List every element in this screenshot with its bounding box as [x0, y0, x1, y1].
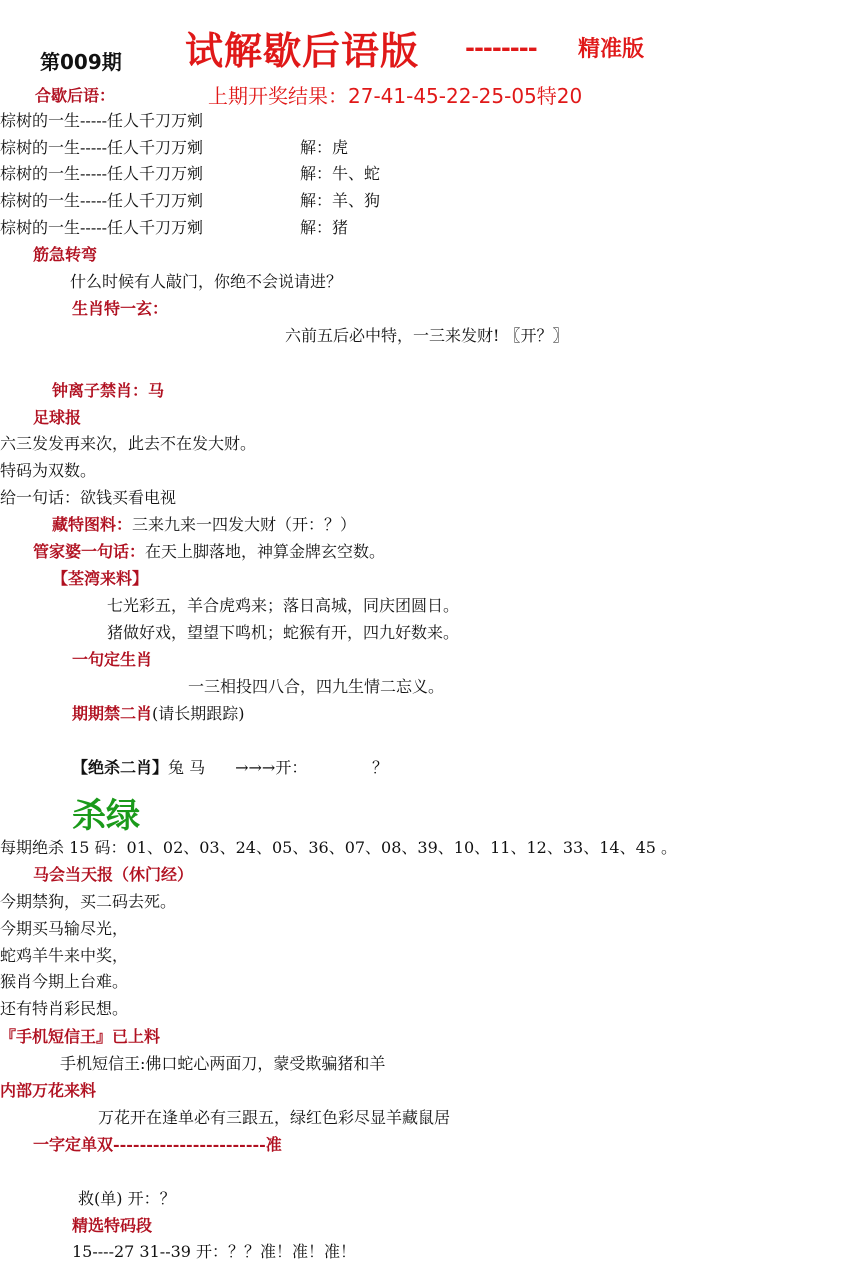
hidden-label: 藏特图料： — [52, 515, 133, 534]
kill-two-result: ？ — [372, 758, 389, 777]
sms-heading: 『手机短信王』已上料 — [0, 1027, 161, 1046]
riddle-line: 棕树的一生-----任人千刀万剜 — [0, 164, 204, 183]
riddle-answer: 解：虎 — [300, 138, 349, 157]
horse-line: 还有特肖彩民想。 — [0, 999, 129, 1018]
kill-two-label: 【绝杀二肖】 — [72, 758, 169, 777]
single-double-heading: 一字定单双-----------------------准 — [33, 1135, 282, 1154]
issue-number: 第009期 — [40, 50, 122, 74]
horse-line: 猴肖今期上台难。 — [0, 972, 129, 991]
wanhua-heading: 内部万花来料 — [0, 1081, 97, 1100]
zhongli-line: 钟离子禁肖：马 — [52, 381, 165, 400]
housekeeper-text: 在天上脚落地，神算金牌玄空数。 — [145, 542, 386, 561]
football-heading: 足球报 — [33, 408, 82, 427]
selected-text: 15----27 31--39 开：？？准！准！准！ — [72, 1242, 357, 1261]
kill-two-animals: 兔 马 — [168, 758, 206, 777]
brain-teaser-heading: 筋急转弯 — [33, 245, 98, 264]
title-dashes: -------- — [465, 34, 537, 62]
title-subtitle: 精准版 — [578, 37, 645, 62]
quanwan-line: 猪做好戏，望望下鸣机；蛇猴有开，四九好数来。 — [107, 623, 460, 642]
quanwan-line: 七光彩五，羊合虎鸡来；落日高城，同庆团圆日。 — [107, 596, 460, 615]
riddle-line: 棕树的一生-----任人千刀万剜 — [0, 191, 204, 210]
zodiac-text: 六前五后必中特，一三来发财! 〖开？〗 — [285, 326, 569, 345]
riddle-heading: 合歇后语： — [35, 86, 116, 105]
riddle-line: 棕树的一生-----任人千刀万剜 — [0, 218, 204, 237]
sms-text: 手机短信王:佛口蛇心两面刀，蒙受欺骗猪和羊 — [60, 1054, 386, 1073]
hidden-text: 三来九来一四发大财（开：？） — [132, 515, 357, 534]
riddle-answer: 解：猪 — [300, 218, 349, 237]
kill-two-line — [72, 758, 307, 778]
riddle-line: 棕树的一生-----任人千刀万剜 — [0, 138, 204, 157]
housekeeper-line — [33, 542, 385, 562]
football-line: 六三发发再来次，此去不在发大财。 — [0, 434, 257, 453]
kill-15-line: 每期绝杀 15 码：01、02、03、24、05、36、07、08、39、10、11、12、33、14、45 。 — [0, 838, 678, 857]
horse-line: 今期禁狗，买二码去死。 — [0, 892, 177, 911]
kill-color: 杀绿 — [72, 796, 140, 836]
football-line: 特码为双数。 — [0, 461, 97, 480]
horse-heading: 马会当天报（休门经） — [33, 865, 194, 884]
page-title: 试解歇后语版 — [185, 29, 420, 73]
brain-teaser-question: 什么时候有人敲门，你绝不会说请进？ — [70, 272, 343, 291]
one-sentence-text: 一三相投四八合，四九生情二忘义。 — [188, 677, 445, 696]
horse-line: 蛇鸡羊牛来中奖， — [0, 946, 129, 965]
kill-two-arrow: →→→开： — [235, 758, 308, 777]
horse-line: 今期买马输尽光， — [0, 919, 129, 938]
zodiac-heading: 生肖特一玄： — [72, 299, 169, 318]
riddle-line: 棕树的一生-----任人千刀万剜 — [0, 111, 204, 130]
single-double-text: 救(单) 开：？ — [78, 1189, 176, 1208]
quanwan-heading: 【荃湾来料】 — [52, 569, 149, 588]
housekeeper-label: 管家婆一句话： — [33, 542, 146, 561]
forbid-two-line — [72, 704, 245, 724]
hidden-line — [52, 515, 356, 535]
forbid-two-heading: 期期禁二肖 — [72, 704, 153, 723]
selected-heading: 精选特码段 — [72, 1216, 153, 1235]
football-line: 给一句话：欲钱买看电视 — [0, 488, 177, 507]
riddle-answer: 解：羊、狗 — [300, 191, 381, 210]
forbid-two-note: (请长期跟踪) — [152, 704, 245, 723]
last-result: 上期开奖结果：27-41-45-22-25-05特20 — [208, 84, 583, 108]
riddle-answer: 解：牛、蛇 — [300, 164, 381, 183]
one-sentence-heading: 一句定生肖 — [72, 650, 153, 669]
wanhua-text: 万花开在逢单必有三跟五，绿红色彩尽显羊藏鼠居 — [98, 1108, 451, 1127]
